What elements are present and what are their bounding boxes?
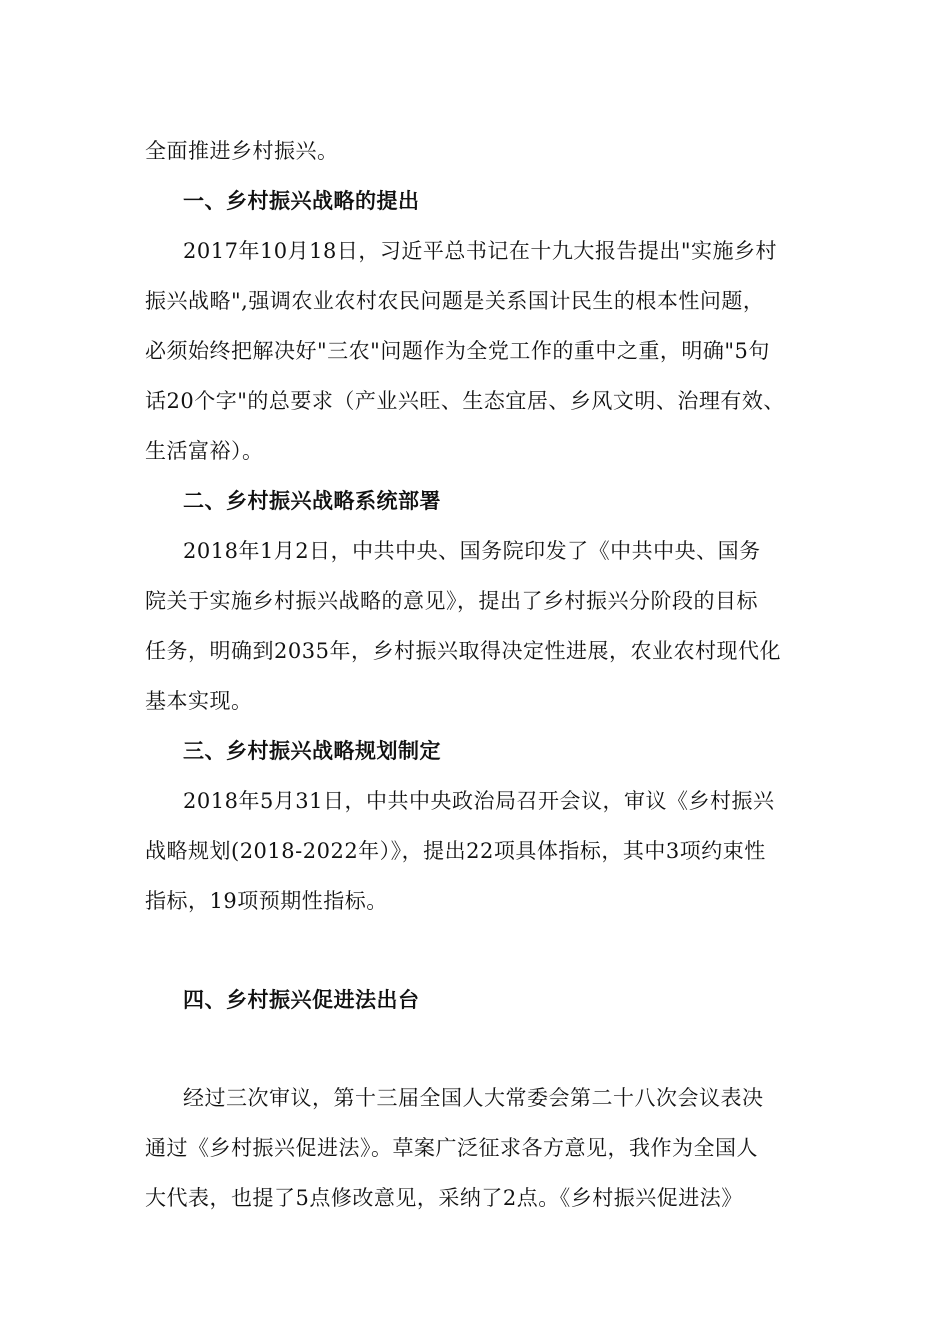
section-4-line-2: 通过《乡村振兴促进法》。草案广泛征求各方意见，我作为全国人 bbox=[145, 1136, 758, 1160]
section-1-line-1: 2017年10月18日，习近平总书记在十九大报告提出"实施乡村 bbox=[183, 239, 778, 263]
section-2-line-1: 2018年1月2日，中共中央、国务院印发了《中共中央、国务 bbox=[183, 539, 761, 563]
section-1-line-4: 话20个字"的总要求（产业兴旺、生态宜居、乡风文明、治理有效、 bbox=[145, 389, 785, 413]
section-4-line-3: 大代表，也提了5点修改意见，采纳了2点。《乡村振兴促进法》 bbox=[145, 1186, 743, 1210]
section-1-line-2: 振兴战略",强调农业农村农民问题是关系国计民生的根本性问题， bbox=[145, 289, 765, 313]
intro-line: 全面推进乡村振兴。 bbox=[145, 139, 339, 163]
section-2-line-3: 任务，明确到2035年，乡村振兴取得决定性进展，农业农村现代化 bbox=[145, 639, 781, 663]
section-1-line-3: 必须始终把解决好"三农"问题作为全党工作的重中之重，明确"5句 bbox=[145, 339, 770, 363]
section-2-line-4: 基本实现。 bbox=[145, 689, 253, 713]
section-1-heading: 一、乡村振兴战略的提出 bbox=[183, 188, 420, 213]
section-3-heading: 三、乡村振兴战略规划制定 bbox=[183, 738, 441, 763]
section-1-line-5: 生活富裕）。 bbox=[145, 439, 264, 463]
section-2-heading: 二、乡村振兴战略系统部署 bbox=[183, 488, 441, 513]
section-4-line-1: 经过三次审议，第十三届全国人大常委会第二十八次会议表决 bbox=[183, 1086, 764, 1110]
section-3-line-2: 战略规划(2018-2022年）》，提出22项具体指标，其中3项约束性 bbox=[145, 839, 766, 863]
section-3-line-3: 指标，19项预期性指标。 bbox=[145, 889, 388, 913]
section-2-line-2: 院关于实施乡村振兴战略的意见》，提出了乡村振兴分阶段的目标 bbox=[145, 589, 758, 613]
section-4-heading: 四、乡村振兴促进法出台 bbox=[183, 987, 420, 1012]
section-3-line-1: 2018年5月31日，中共中央政治局召开会议，审议《乡村振兴 bbox=[183, 789, 775, 813]
